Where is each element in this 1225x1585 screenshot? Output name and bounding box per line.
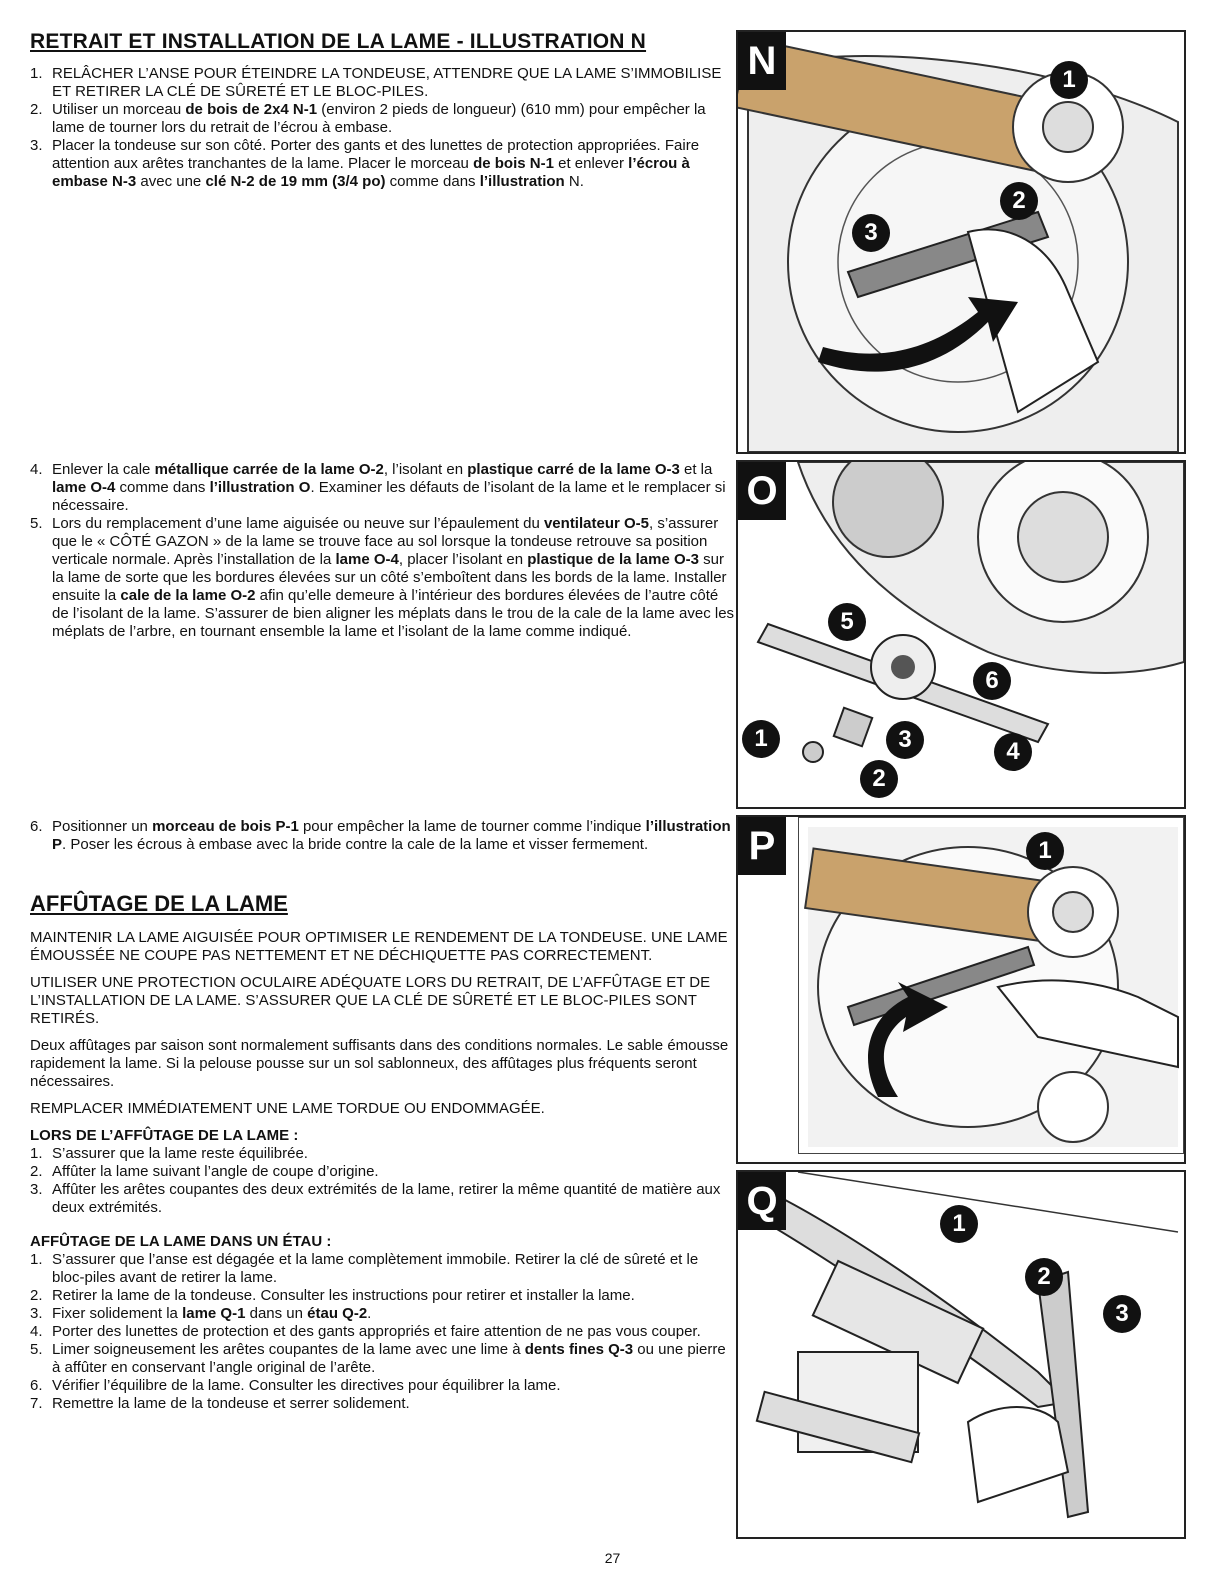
list-item-text: Lors du remplacement d’une lame aiguisée ou neuve sur l’épaulement du ventilateur O-5, s’assurer que le « CÔTÉ GAZON » de la lame se trouve face au sol lorsque la tondeuse retrouve sa position verticale normale. Après l’installation de la lame O-4, placer l’isolant en plastique de la lame O-3 sur la lame de sorte que les bordures élevées sur un côté s’emboîtent dans les bords de la lame. Installer ensuite la cale de la lame O-2 afin qu’elle demeure à l’intérieur des bordures élevées de l’autre côté de l’isolant de la lame. S’assurer de bien aligner les méplats dans le trou de la cale de la lame avec les méplats de l’arbre, en tournant ensemble la lame et l’isolant de la lame comme indiqué. <box>52 515 735 640</box>
list-item-number: 3. <box>30 1305 43 1322</box>
list-item-text: Remettre la lame de la tondeuse et serrer solidement. <box>52 1395 410 1412</box>
callout-n-3: 3 <box>852 214 890 252</box>
list-item-text: Retirer la lame de la tondeuse. Consulter les instructions pour retirer et installer la lame. <box>52 1287 635 1304</box>
page-title: RETRAIT ET INSTALLATION DE LA LAME - ILLUSTRATION N <box>30 30 647 53</box>
list-item-number: 1. <box>30 65 43 82</box>
list-item-text: Limer soigneusement les arêtes coupantes de la lame avec une lime à dents fines Q-3 ou une pierre à affûter en conservant l’angle original de l’arête. <box>52 1341 726 1376</box>
steps-sharpening <box>30 1145 730 1217</box>
steps-vise <box>30 1251 730 1413</box>
list-item-text: Vérifier l’équilibre de la lame. Consulter les directives pour équilibrer la lame. <box>52 1377 561 1394</box>
steps-section-1 <box>30 65 738 191</box>
illustration-n <box>736 30 1186 454</box>
list-item <box>30 1181 730 1217</box>
callout-o-4: 4 <box>994 733 1032 771</box>
figure-letter-q: Q <box>738 1172 786 1230</box>
list-item <box>30 65 738 101</box>
paragraph-eye-protection: UTILISER UNE PROTECTION OCULAIRE ADÉQUATE LORS DU RETRAIT, DE L’AFFÛTAGE ET DE L’INSTALLATION DE LA LAME. S’ASSURER QUE LA CLÉ DE SÛRETÉ ET LE BLOC-PILES SONT RETIRÉS. <box>30 974 711 1027</box>
illustration-q <box>736 1170 1186 1539</box>
list-item-number: 5. <box>30 515 43 532</box>
list-item <box>30 1323 730 1341</box>
list-item <box>30 137 738 191</box>
list-item-text: Affûter les arêtes coupantes des deux extrémités de la lame, retirer la même quantité de matière aux deux extrémités. <box>52 1181 721 1216</box>
list-item-text: Affûter la lame suivant l’angle de coupe d’origine. <box>52 1163 379 1180</box>
list-item-text: Porter des lunettes de protection et des gants appropriés et faire attention de ne pas vous couper. <box>52 1323 701 1340</box>
list-item-text: Placer la tondeuse sur son côté. Porter des gants et des lunettes de protection appropriées. Faire attention aux arêtes tranchantes de la lame. Placer le morceau de bois N-1 et enlever l’écrou à embase N-3 avec une clé N-2 de 19 mm (3/4 po) comme dans l’illustration N. <box>52 137 700 190</box>
list-item-number: 1. <box>30 1251 43 1268</box>
list-item-text: Utiliser un morceau de bois de 2x4 N-1 (environ 2 pieds de longueur) (610 mm) pour empêcher la lame de tourner lors du retrait de l’écrou à embase. <box>52 101 706 136</box>
paragraph-frequency: Deux affûtages par saison sont normalement suffisants dans des conditions normales. Le sable émousse rapidement la lame. Si la pelouse pousse sur un sol sablonneux, des affûtages plus fréquents seront nécessaires. <box>30 1037 729 1090</box>
list-item-text: Positionner un morceau de bois P-1 pour empêcher la lame de tourner comme l’indique l’illustration P. Poser les écrous à embase avec la bride contre la cale de la lame et visser fermement. <box>52 818 731 853</box>
list-item <box>30 1377 730 1395</box>
list-item-text: S’assurer que l’anse est dégagée et la lame complètement immobile. Retirer la clé de sûreté et le bloc-piles avant de retirer la lame. <box>52 1251 699 1286</box>
figure-letter-p: P <box>738 817 786 875</box>
list-item-text: S’assurer que la lame reste équilibrée. <box>52 1145 308 1162</box>
section-heading-sharpening: AFFÛTAGE DE LA LAME <box>30 891 288 916</box>
figure-letter-o: O <box>738 462 786 520</box>
list-item-number: 6. <box>30 1377 43 1394</box>
callout-o-1: 1 <box>742 720 780 758</box>
callout-q-2: 2 <box>1025 1258 1063 1296</box>
list-item-text: Fixer solidement la lame Q-1 dans un étau Q-2. <box>52 1305 372 1322</box>
page-number: 27 <box>604 1550 621 1566</box>
callout-o-2: 2 <box>860 760 898 798</box>
illustration-o-drawing <box>738 462 1184 807</box>
list-item <box>30 818 738 854</box>
sharpening-paragraphs <box>30 929 730 1413</box>
list-item <box>30 1305 730 1323</box>
list-item-number: 2. <box>30 1287 43 1304</box>
figure-letter-n: N <box>738 32 786 90</box>
list-item-number: 3. <box>30 1181 43 1198</box>
paragraph-replace: REMPLACER IMMÉDIATEMENT UNE LAME TORDUE OU ENDOMMAGÉE. <box>30 1100 545 1117</box>
callout-p-1: 1 <box>1026 832 1064 870</box>
callout-q-3: 3 <box>1103 1295 1141 1333</box>
list-item <box>30 1395 730 1413</box>
list-item <box>30 1145 730 1163</box>
callout-q-1: 1 <box>940 1205 978 1243</box>
list-item <box>30 101 738 137</box>
list-item-number: 7. <box>30 1395 43 1412</box>
list-item <box>30 1341 730 1377</box>
list-item <box>30 1163 730 1181</box>
callout-o-6: 6 <box>973 662 1011 700</box>
list-item-number: 6. <box>30 818 43 835</box>
subheading-sharpening: LORS DE L’AFFÛTAGE DE LA LAME : <box>30 1127 299 1144</box>
callout-o-5: 5 <box>828 603 866 641</box>
list-item <box>30 1251 730 1287</box>
list-item-number: 4. <box>30 461 43 478</box>
list-item <box>30 515 738 641</box>
steps-section-2 <box>30 461 738 641</box>
list-item-number: 5. <box>30 1341 43 1358</box>
callout-o-3: 3 <box>886 721 924 759</box>
paragraph-keep-sharp: MAINTENIR LA LAME AIGUISÉE POUR OPTIMISER LE RENDEMENT DE LA TONDEUSE. UNE LAME ÉMOUSSÉE NE COUPE PAS NETTEMENT ET NE DÉCHIQUETTE PAS CORRECTEMENT. <box>30 929 728 964</box>
list-item-number: 4. <box>30 1323 43 1340</box>
list-item <box>30 461 738 515</box>
list-item-number: 2. <box>30 101 43 118</box>
list-item-text: Enlever la cale métallique carrée de la lame O-2, l’isolant en plastique carré de la lame O-3 et la lame O-4 comme dans l’illustration O. Examiner les défauts de l’isolant de la lame et le remplacer si nécessaire. <box>52 461 726 514</box>
list-item-number: 2. <box>30 1163 43 1180</box>
list-item-text: RELÂCHER L’ANSE POUR ÉTEINDRE LA TONDEUSE, ATTENDRE QUE LA LAME S’IMMOBILISE ET RETIRER LA CLÉ DE SÛRETÉ ET LE BLOC-PILES. <box>52 65 722 100</box>
subheading-vise: AFFÛTAGE DE LA LAME DANS UN ÉTAU : <box>30 1233 332 1250</box>
illustration-p-drawing <box>738 817 1184 1162</box>
callout-n-1: 1 <box>1050 61 1088 99</box>
list-item-number: 1. <box>30 1145 43 1162</box>
illustration-p <box>736 815 1186 1164</box>
illustration-n-drawing <box>738 32 1184 452</box>
list-item-number: 3. <box>30 137 43 154</box>
callout-n-2: 2 <box>1000 182 1038 220</box>
steps-section-3 <box>30 818 738 854</box>
list-item <box>30 1287 730 1305</box>
illustration-o <box>736 460 1186 809</box>
